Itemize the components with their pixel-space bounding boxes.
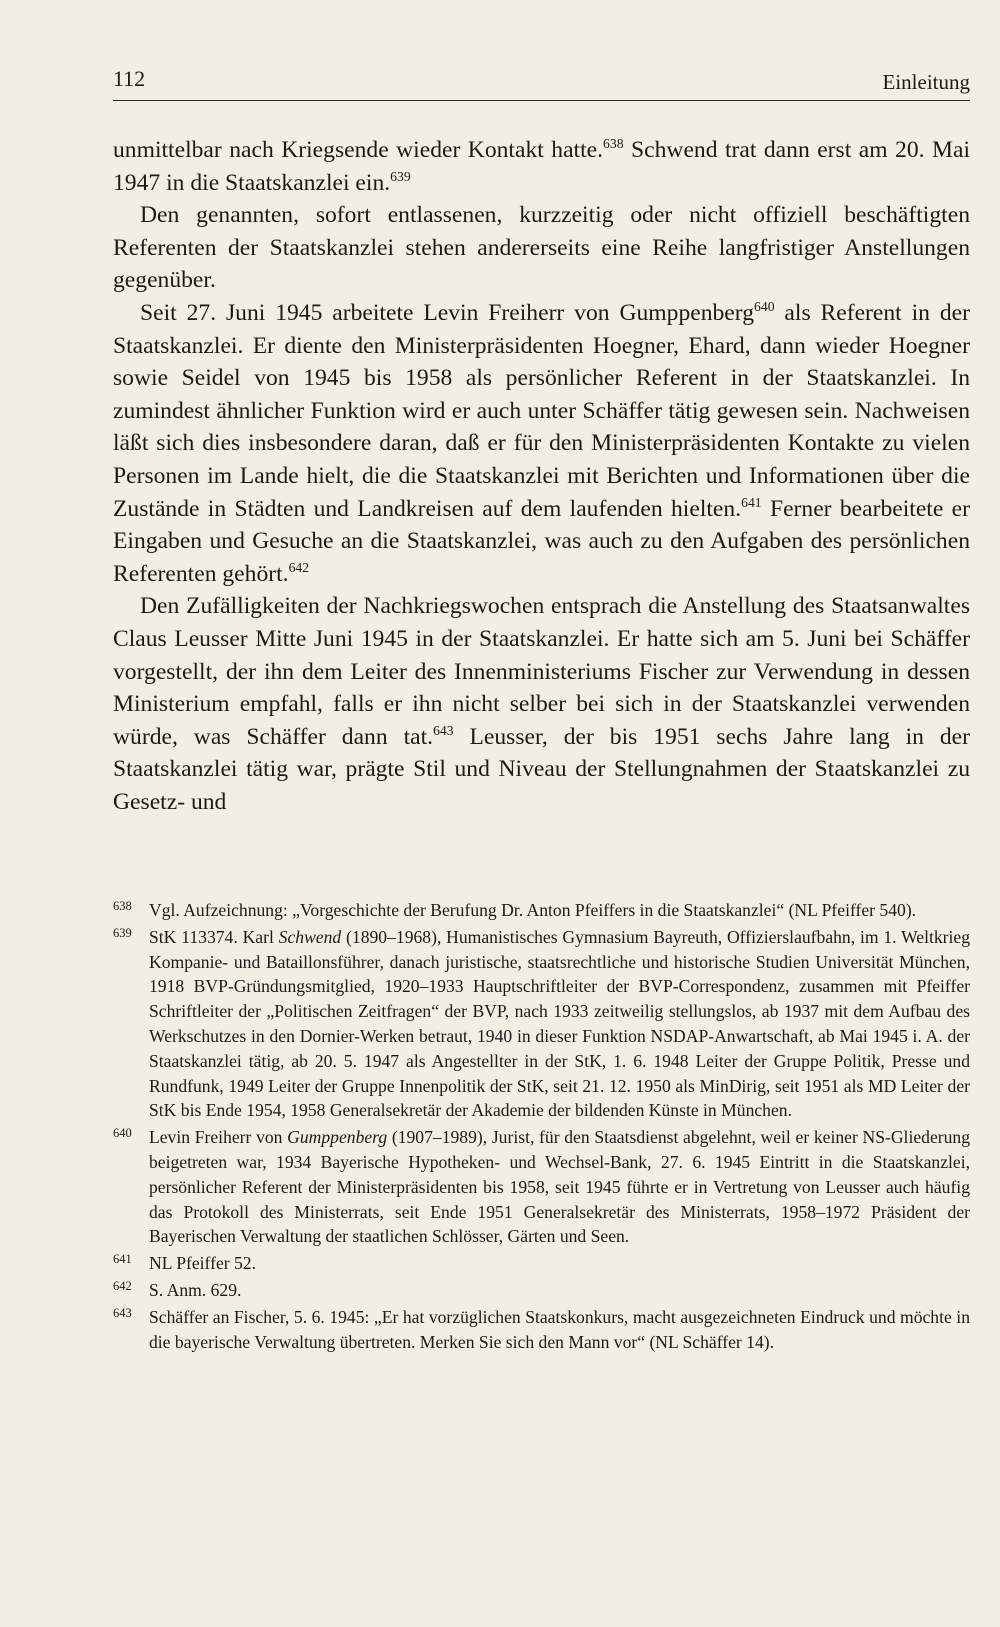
paragraph-text: als Referent in der Staatskanzlei. Er diente den Ministerpräsidenten Hoegner, Ehard, dann wieder Hoegner sowie Seidel von 1945 bis 1958 als persönlicher Referent in der Staatskanzlei. In zumindest ähnlicher Funktion wird er auch unter Schäffer tätig gewesen sein. Nachweisen läßt sich dies insbesondere daran, daß er für den Ministerpräsidenten Kontakte zu vielen Personen im Lande hielt, die die Staatskanzlei mit Berichten und Informationen über die Zustände in Städten und Landkreisen auf dem laufenden hielten. — [113, 299, 970, 522]
footnote-text-rest: (1907–1989), Jurist, für den Staatsdienst abgelehnt, weil er keiner NS-Gliederung beigetreten war, 1934 Bayerische Hypotheken- und Wechsel-Bank, 27. 6. 1945 Eintritt in die Staatskanzlei, persönlicher Referent der Ministerpräsidenten bis 1958, seit 1945 führte er in Vertretung von Leusser auch häufig das Protokoll des Ministerrats, seit Ende 1951 Generalsekretär des Ministerrats, 1958–1972 Präsident der Bayerischen Verwaltung der staatlichen Schlösser, Gärten und Seen. — [149, 1127, 970, 1247]
footnote-number: 638 — [113, 899, 132, 913]
footnote-number: 643 — [113, 1305, 132, 1320]
footnote-ref-640[interactable]: 640 — [754, 299, 775, 315]
paragraph-text: Schwend trat dann erst am 20. Mai 1947 in die Staatskanzlei ein. — [113, 137, 970, 196]
footnote-number: 639 — [113, 925, 132, 940]
paragraph-3 — [113, 297, 970, 590]
paragraph-4 — [113, 590, 970, 818]
footnote-ref-638[interactable]: 638 — [603, 136, 624, 152]
person-name: Schwend — [278, 926, 342, 947]
footnote-639 — [113, 925, 970, 1123]
footnote-text — [149, 927, 970, 1121]
footnote-text-start: Levin Freiherr von — [149, 1127, 288, 1148]
footnote-642 — [113, 1278, 970, 1303]
footnote-text-start: StK 113374. Karl — [149, 926, 279, 947]
footnote-ref-643[interactable]: 643 — [433, 722, 454, 738]
footnote-text: NL Pfeiffer 52. — [149, 1253, 256, 1274]
paragraph-1 — [113, 134, 970, 199]
footnotes — [113, 898, 970, 1356]
footnote-number: 641 — [113, 1252, 132, 1267]
paragraph-text: Ferner bearbeitete er Eingaben und Gesuche an die Staatskanzlei, was auch zu den Aufgaben des persönlichen Referenten gehört. — [113, 495, 970, 587]
footnote-641 — [113, 1251, 970, 1276]
page-header — [113, 64, 970, 101]
main-text — [113, 134, 970, 818]
footnote-text: S. Anm. 629. — [149, 1279, 242, 1300]
footnote-638 — [113, 898, 970, 923]
paragraph-text: Leusser, der bis 1951 sechs Jahre lang in der Staatskanzlei tätig war, prägte Stil und Niveau der Stellungnahmen der Staatskanzlei zu Gesetz- und — [113, 723, 971, 815]
paragraph-text: unmittelbar nach Kriegsende wieder Kontakt hatte. — [113, 137, 604, 163]
paragraph-2 — [113, 199, 970, 297]
footnote-text: Vgl. Aufzeichnung: „Vorgeschichte der Berufung Dr. Anton Pfeiffers in die Staatskanzlei“ (NL Pfeiffer 540). — [149, 900, 917, 920]
footnote-ref-642[interactable]: 642 — [288, 559, 310, 575]
footnote-text: Schäffer an Fischer, 5. 6. 1945: „Er hat vorzüglichen Staatskonkurs, macht ausgezeichneten Eindruck und möchte in die bayerische Verwaltung übertreten. Merken Sie sich den Mann vor“ (NL Schäffer 14). — [149, 1306, 970, 1352]
footnote-ref-639[interactable]: 639 — [390, 168, 411, 184]
footnote-text — [149, 1127, 970, 1246]
person-name: Gumppenberg — [287, 1127, 388, 1148]
paragraph-text: Seit 27. Juni 1945 arbeitete Levin Freiherr von Gumppenberg — [140, 299, 755, 326]
footnote-643 — [113, 1305, 970, 1355]
footnote-number: 642 — [113, 1278, 132, 1293]
page-number: 112 — [113, 66, 146, 91]
footnote-ref-641[interactable]: 641 — [741, 494, 762, 510]
running-head: Einleitung — [882, 70, 970, 94]
footnote-text-rest: (1890–1968), Humanistisches Gymnasium Bayreuth, Offizierslaufbahn, im 1. Weltkrieg Kompanie- und Bataillonsführer, danach juristische, staatsrechtliche und historische Studien Universität München, 1918 BVP-Gründungsmitglied, 1920–1933 Hauptschriftleiter der BVP-Correspondenz, zusammen mit Pfeiffer Schriftleiter der „Politischen Zeitfragen“ der BVP, nach 1933 zeitweilig stellungslos, ab 1937 mit dem Aufbau des Werkschutzes in den Dornier-Werken betraut, 1940 in dieser Funktion NSDAP-Anwartschaft, ab Mai 1945 i. A. der Staatskanzlei tätig, ab 20. 5. 1947 als Angestellter in der StK, 1. 6. 1948 Leiter der Gruppe Politik, Presse und Rundfunk, 1949 Leiter der Gruppe Innenpolitik der StK, seit 21. 12. 1950 als MinDirig, seit 1951 als MD Leiter der StK bis Ende 1954, 1958 Generalsekretär der Akademie der bildenden Künste in München. — [149, 926, 970, 1121]
paragraph-text: Den genannten, sofort entlassenen, kurzzeitig oder nicht offiziell beschäftigten Referenten der Staatskanzlei stehen andererseits eine Reihe langfristiger Anstellungen gegenüber. — [113, 202, 970, 294]
footnote-number: 640 — [113, 1126, 132, 1141]
paragraph-text: Den Zufälligkeiten der Nachkriegswochen entsprach die Anstellung des Staatsanwaltes Claus Leusser Mitte Juni 1945 in der Staatskanzlei. Er hatte sich am 5. Juni bei Schäffer vorgestellt, der ihn dem Leiter des Innenministeriums Fischer zur Verwendung in dessen Ministerium empfahl, falls er ihn nicht selber bei sich in der Staatskanzlei verwenden würde, was Schäffer dann tat. — [113, 593, 970, 750]
footnote-640 — [113, 1125, 970, 1249]
